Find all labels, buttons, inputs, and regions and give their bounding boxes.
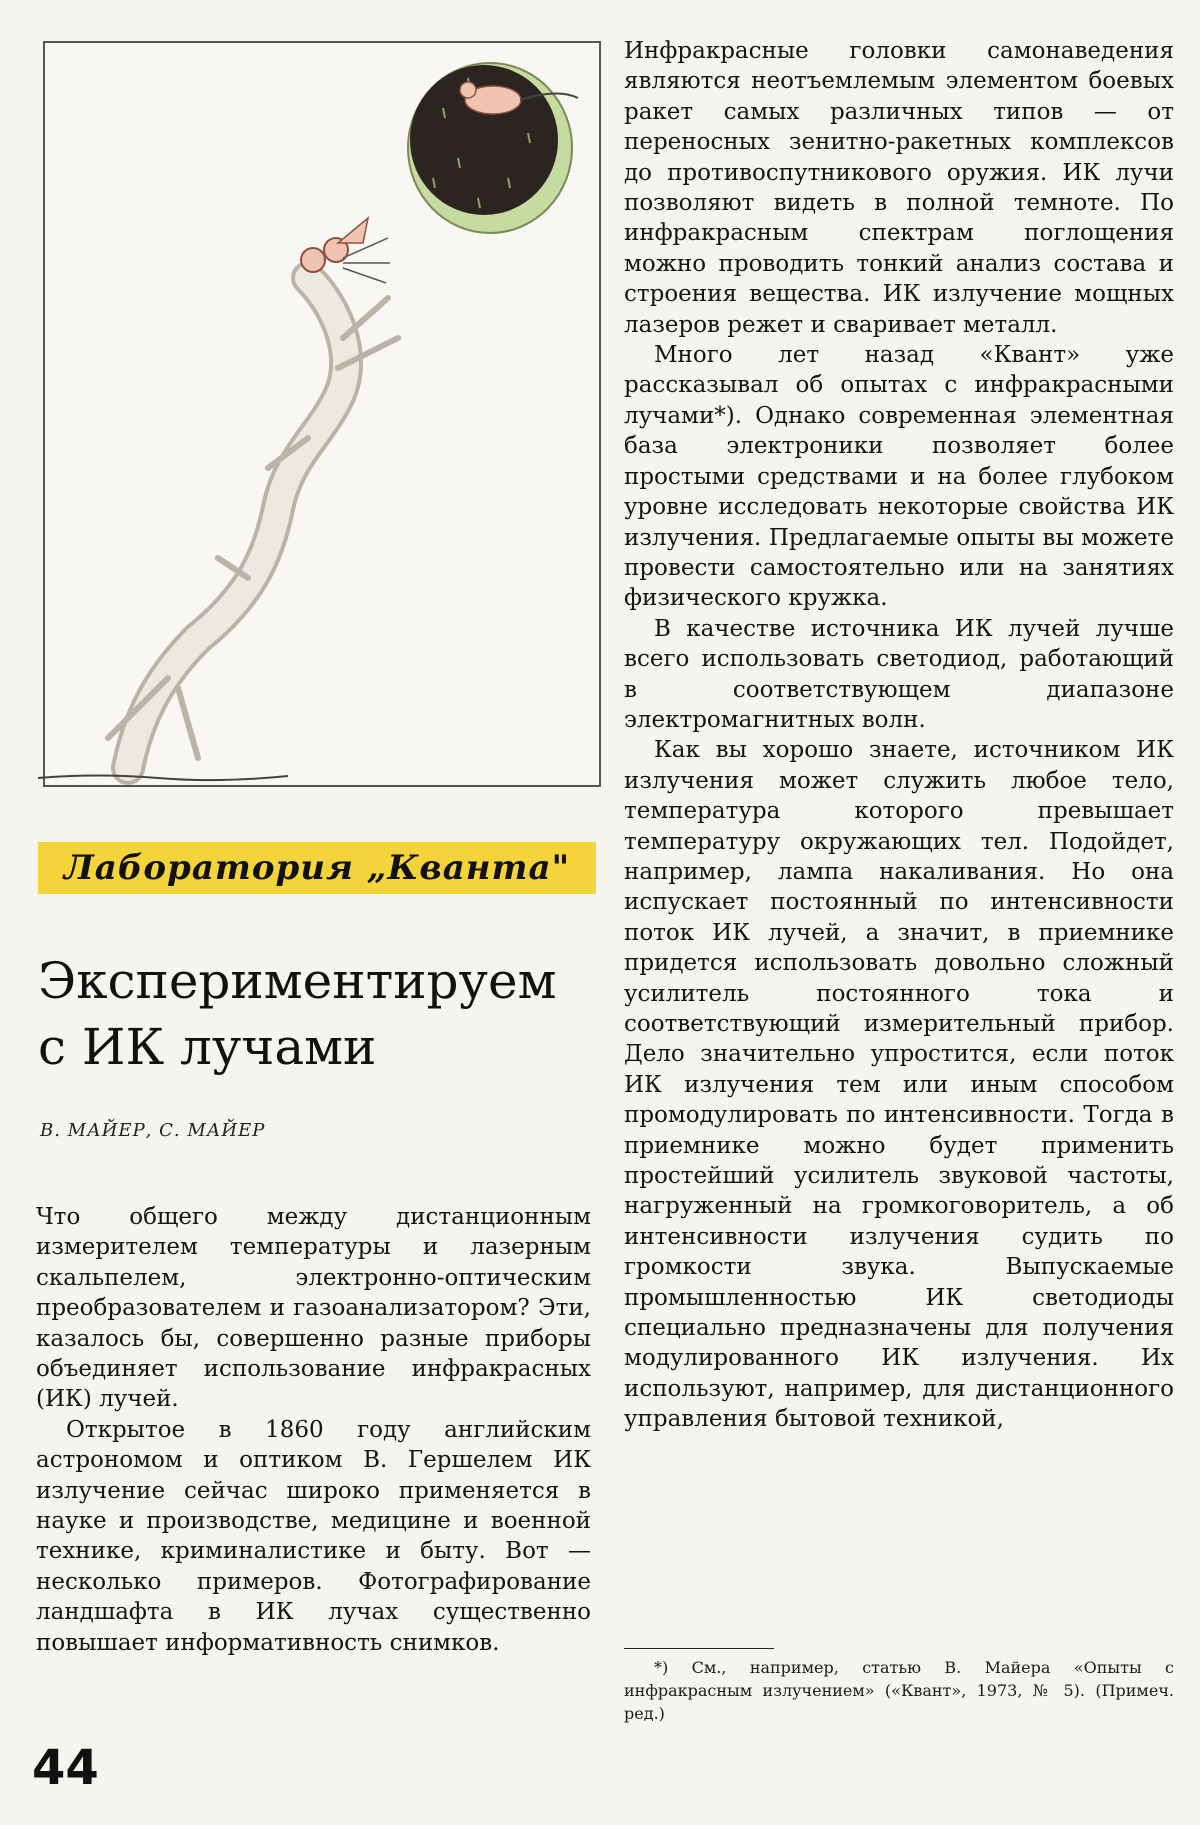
paragraph: В качестве источника ИК лучей лучше всего использовать светодиод, работающий в соответствующем диапазоне электромагнитных волн. — [624, 615, 1174, 733]
footnote-text: *) См., например, статью В. Майера «Опыты с инфракрасным излучением» («Квант», 1973, № 5). (Примеч. ред.) — [624, 1658, 1174, 1723]
paragraph: Что общего между дистанционным измерителем температуры и лазерным скальпелем, электронно-оптическим преобразователем и газоанализатором? Эти, казалось бы, совершенно разные приборы объединяет использование инфракрасных (ИК) лучей. — [36, 1204, 591, 1413]
left-text-column — [36, 1202, 591, 1658]
footnote-divider — [624, 1648, 774, 1649]
right-text-column — [624, 36, 1174, 1435]
section-rubric — [38, 842, 596, 894]
footnote — [624, 1656, 1174, 1725]
paragraph: Инфракрасные головки самонаведения являются неотъемлемым элементом боевых ракет самых различных типов — от переносных зенитно-ракетных комплексов до противоспутникового оружия. ИК лучи позволяют видеть в полной темноте. По инфракрасным спектрам поглощения можно проводить тонкий анализ состава и строения вещества. ИК излучение мощных лазеров режет и сваривает металл. — [624, 38, 1174, 338]
illustration-mouse-moon — [38, 38, 608, 798]
paragraph: Как вы хорошо знаете, источником ИК излучения может служить любое тело, температура которого превышает температуру окружающих тел. Подойдет, например, лампа накаливания. Но она испускает постоянный по интенсивности поток ИК лучей, а значит, в приемнике придется использовать довольно сложный усилитель постоянного тока и соответствующий измерительный прибор. Дело значительно упростится, если поток ИК излучения тем или иным способом промодулировать по интенсивности. Тогда в приемнике можно будет применить простейший усилитель звуковой частоты, нагруженный на громкоговоритель, а об интенсивности излучения судить по громкости звука. Выпускаемые промышленностью ИК светодиоды специально предназначены для получения модулированного ИК излучения. Их используют, например, для дистанционного управления бытовой техникой, — [624, 737, 1174, 1433]
page-number: 44 — [32, 1740, 99, 1796]
article-title — [38, 948, 608, 1080]
paragraph: Много лет назад «Квант» уже рассказывал об опытах с инфракрасными лучами*). Однако современная элементная база электроники позволяет более простыми средствами и на более глубоком уровне исследовать некоторые свойства ИК излучения. Предлагаемые опыты вы можете провести самостоятельно или на занятиях физического кружка. — [624, 342, 1174, 612]
rubric-text: Лаборатория „Кванта" — [63, 848, 571, 888]
title-line-2: с ИК лучами — [38, 1018, 377, 1076]
article-authors: В. МАЙЕР, С. МАЙЕР — [40, 1120, 266, 1141]
paragraph: Открытое в 1860 году английским астрономом и оптиком В. Гершелем ИК излучение сейчас широко применяется в науке и производстве, медицине и военной технике, криминалистике и быту. Вот — несколько примеров. Фотографирование ландшафта в ИК лучах существенно повышает информативность снимков. — [36, 1416, 591, 1656]
illustration-drawing — [38, 38, 608, 798]
title-line-1: Экспериментируем — [38, 952, 557, 1010]
